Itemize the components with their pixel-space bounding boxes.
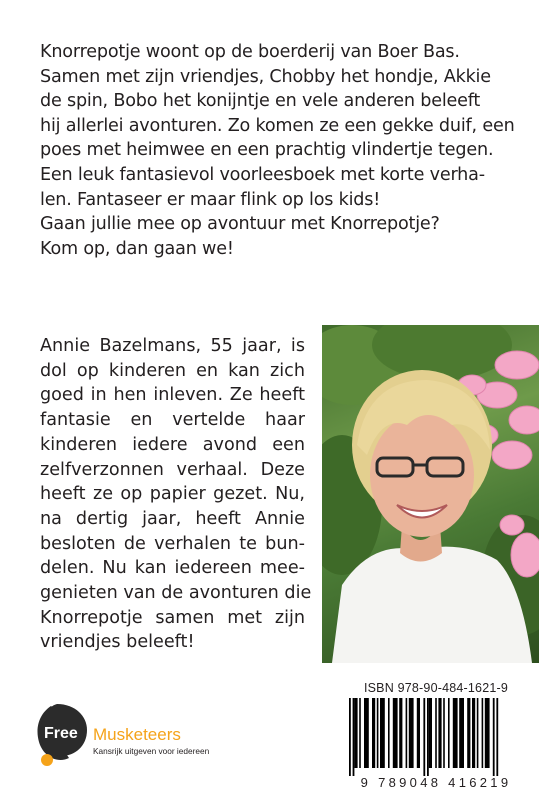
- barcode-bar: [423, 698, 425, 776]
- bio-line: delen. Nu kan iedereen mee-: [40, 558, 305, 579]
- blurb-line: len. Fantaseer er maar flink op los kids!: [40, 189, 381, 210]
- barcode-bar: [482, 698, 484, 768]
- publisher-name-free: Free: [44, 725, 78, 742]
- barcode-bars: [347, 698, 525, 776]
- barcode-bar: [472, 698, 475, 768]
- barcode-bar: [485, 698, 490, 768]
- author-bio: [40, 334, 312, 655]
- barcode-bar: [406, 698, 408, 768]
- bio-line: goed in hen inleven. Ze heeft: [40, 385, 305, 406]
- isbn-label: ISBN 978-90-484-1621-9: [363, 681, 509, 695]
- blurb-line: Kom op, dan gaan we!: [40, 238, 234, 259]
- publisher-name-musketeers: Musketeers: [93, 725, 181, 744]
- barcode-bar: [349, 698, 351, 776]
- bio-line: Knorrepotje samen met zijn: [40, 607, 305, 628]
- barcode-bar: [359, 698, 361, 768]
- bio-line: genieten van de avonturen die: [40, 583, 312, 604]
- barcode-bar: [496, 698, 498, 776]
- barcode-bar: [409, 698, 414, 768]
- barcode-bar: [429, 698, 432, 768]
- barcode-bar: [354, 698, 357, 768]
- publisher-tagline: Kansrijk uitgeven voor iedereen: [93, 746, 210, 756]
- blurb-line: Een leuk fantasievol voorleesboek met korte verha-: [40, 164, 485, 185]
- blurb-line: Samen met zijn vriendjes, Chobby het hondje, Akkie: [40, 66, 491, 87]
- barcode-bar: [435, 698, 437, 768]
- bio-line: dol op kinderen en kan zich: [40, 360, 305, 381]
- barcode-bar: [372, 698, 375, 768]
- barcode-bar: [493, 698, 495, 776]
- blurb-line: poes met heimwee en een prachtig vlindertje tegen.: [40, 140, 494, 161]
- barcode-bar: [438, 698, 441, 768]
- isbn-barcode: [341, 681, 531, 791]
- barcode-bar: [448, 698, 450, 768]
- blurb-line: hij allerlei avonturen. Zo komen ze een gekke duif, een: [40, 115, 515, 136]
- bio-line: vriendjes beleeft!: [40, 632, 195, 653]
- bio-line: Annie Bazelmans, 55 jaar, is: [40, 336, 305, 356]
- barcode-bar: [388, 698, 390, 768]
- barcode-bar: [427, 698, 429, 776]
- barcode-digits: 9 789048 416219: [360, 775, 512, 790]
- barcode-bar: [353, 698, 355, 776]
- bio-line: besloten de verhalen te bun-: [40, 533, 305, 554]
- barcode-bar: [467, 698, 470, 768]
- barcode-bar: [393, 698, 398, 768]
- bio-line: fantasie en vertelde haar: [40, 410, 305, 431]
- barcode-bar: [364, 698, 369, 768]
- back-cover-blurb: [40, 40, 520, 261]
- blurb-line: Knorrepotje woont op de boerderij van Boer Bas.: [40, 42, 460, 62]
- blurb-line: de spin, Bobo het konijntje en vele anderen beleeft: [40, 91, 481, 112]
- barcode-bar: [477, 698, 479, 768]
- bio-line: kinderen iedere avond een: [40, 434, 305, 455]
- publisher-logo: [35, 700, 235, 770]
- blurb-line: Gaan jullie mee op avontuur met Knorrepotje?: [40, 214, 440, 235]
- barcode-bar: [377, 698, 379, 768]
- barcode-bar: [417, 698, 420, 768]
- barcode-bar: [443, 698, 445, 768]
- barcode-bar: [453, 698, 458, 768]
- barcode-bar: [380, 698, 385, 768]
- barcode-bar: [399, 698, 402, 768]
- author-photo: [322, 325, 539, 663]
- bio-line: heeft ze op papier gezet. Nu,: [40, 484, 305, 505]
- bio-line: na dertig jaar, heeft Annie: [40, 508, 305, 529]
- barcode-bar: [459, 698, 464, 768]
- bio-line: zelfverzonnen verhaal. Deze: [40, 459, 305, 480]
